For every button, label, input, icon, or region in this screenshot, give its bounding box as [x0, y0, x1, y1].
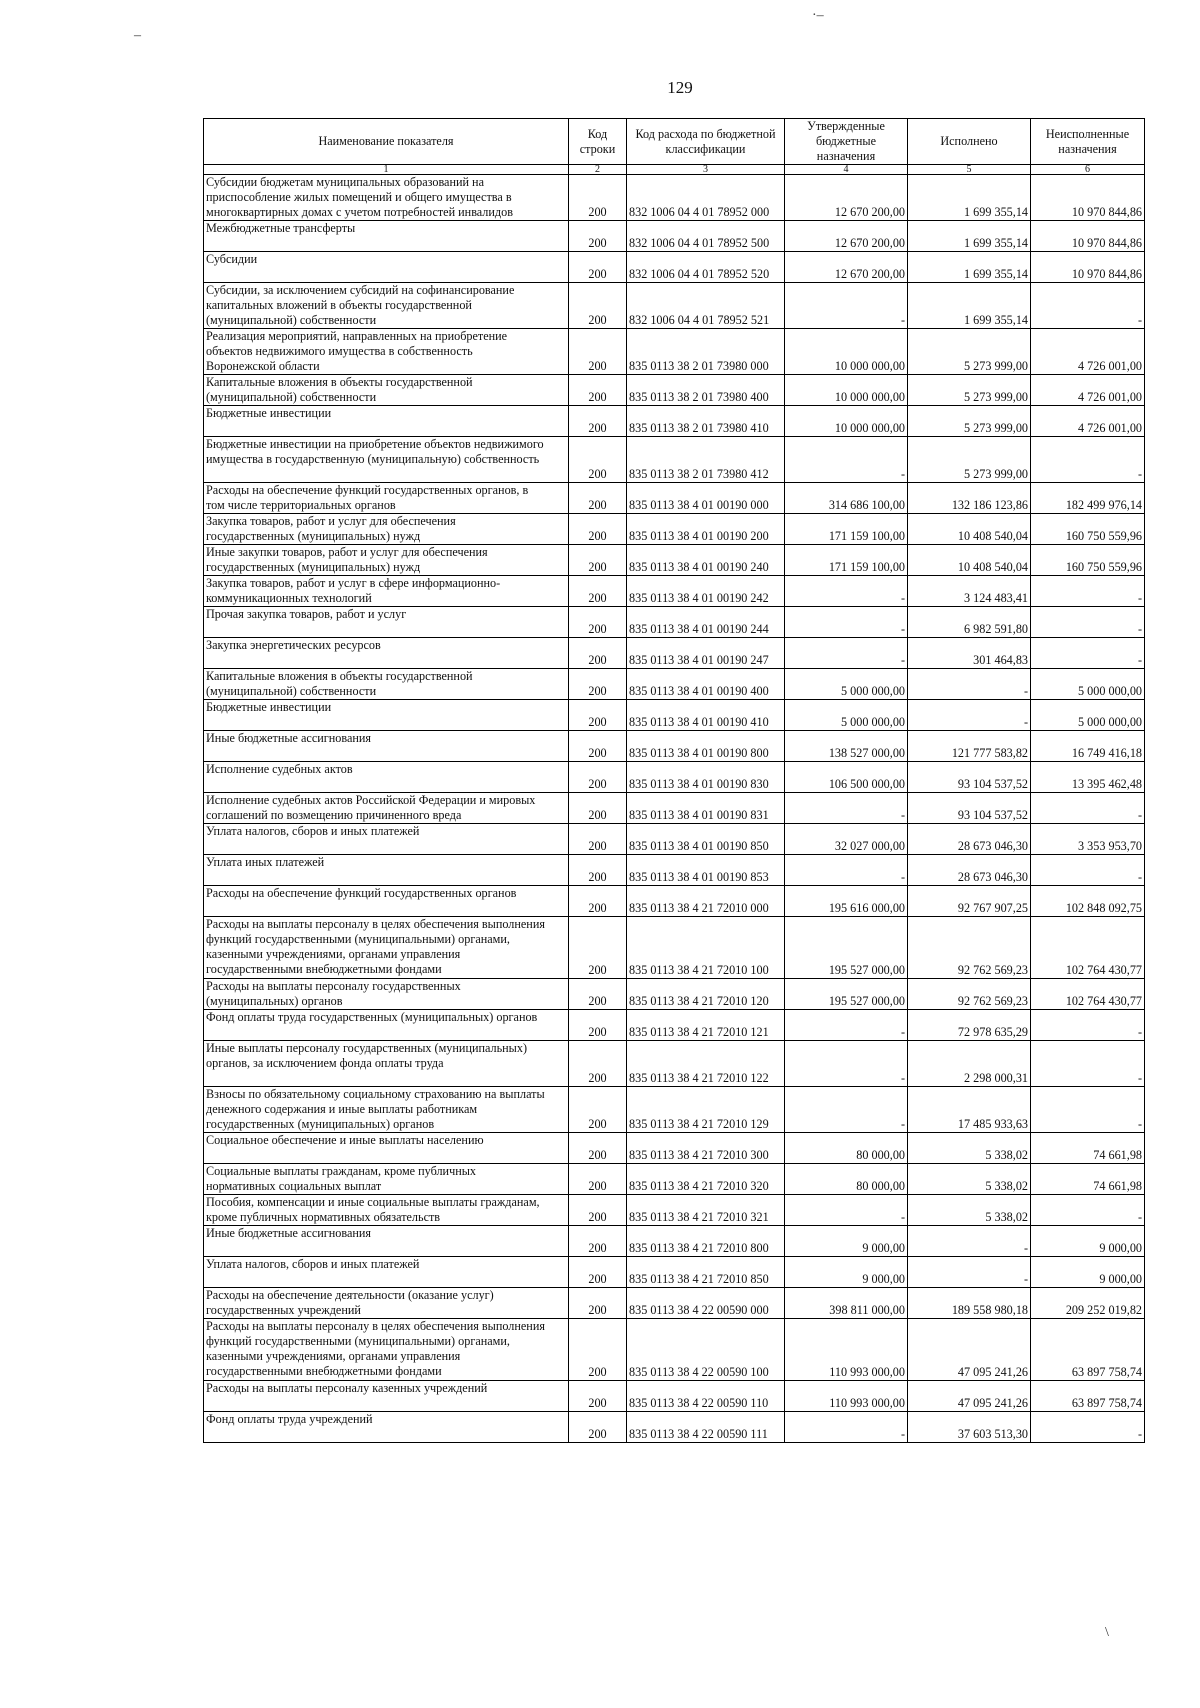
row-unexecuted: 5 000 000,00 [1031, 700, 1145, 731]
row-unexecuted: 102 848 092,75 [1031, 886, 1145, 917]
row-executed: 5 273 999,00 [908, 375, 1031, 406]
table-header [204, 119, 1145, 175]
row-line-code: 200 [569, 1087, 627, 1133]
row-unexecuted: - [1031, 855, 1145, 886]
row-line-code: 200 [569, 824, 627, 855]
row-approved: - [785, 576, 908, 607]
row-unexecuted: 102 764 430,77 [1031, 917, 1145, 979]
row-approved: 10 000 000,00 [785, 375, 908, 406]
row-approved: 110 993 000,00 [785, 1319, 908, 1381]
row-name: Фонд оплаты труда учреждений [204, 1412, 569, 1443]
row-unexecuted: 74 661,98 [1031, 1133, 1145, 1164]
row-unexecuted: - [1031, 607, 1145, 638]
row-line-code: 200 [569, 545, 627, 576]
row-unexecuted: - [1031, 1412, 1145, 1443]
row-budget-code: 835 0113 38 4 01 00190 000 [627, 483, 785, 514]
row-line-code: 200 [569, 252, 627, 283]
row-line-code: 200 [569, 514, 627, 545]
row-line-code: 200 [569, 1041, 627, 1087]
row-budget-code: 835 0113 38 4 22 00590 111 [627, 1412, 785, 1443]
row-approved: - [785, 607, 908, 638]
row-line-code: 200 [569, 483, 627, 514]
row-approved: - [785, 283, 908, 329]
row-name: Субсидии бюджетам муниципальных образований на приспособление жилых помещений и общего имущества в многоквартирных домах с учетом потребностей инвалидов [204, 175, 569, 221]
row-line-code: 200 [569, 329, 627, 375]
row-approved: 195 527 000,00 [785, 917, 908, 979]
row-approved: 106 500 000,00 [785, 762, 908, 793]
row-line-code: 200 [569, 1288, 627, 1319]
row-name: Расходы на выплаты персоналу в целях обеспечения выполнения функций государственными (муниципальными) органами, казенными учреждениями, органами управления государственными внебюджетными фондами [204, 917, 569, 979]
row-budget-code: 835 0113 38 4 21 72010 000 [627, 886, 785, 917]
row-approved: 12 670 200,00 [785, 175, 908, 221]
row-unexecuted: 209 252 019,82 [1031, 1288, 1145, 1319]
column-number: 6 [1031, 165, 1145, 175]
table-row [204, 1133, 1145, 1164]
table-row [204, 545, 1145, 576]
table-row [204, 175, 1145, 221]
row-executed: - [908, 700, 1031, 731]
row-name: Субсидии, за исключением субсидий на софинансирование капитальных вложений в объекты государственной (муниципальной) собственности [204, 283, 569, 329]
row-executed: 301 464,83 [908, 638, 1031, 669]
row-line-code: 200 [569, 175, 627, 221]
row-name: Закупка товаров, работ и услуг в сфере информационно- коммуникационных технологий [204, 576, 569, 607]
row-approved: 9 000,00 [785, 1257, 908, 1288]
row-executed: 28 673 046,30 [908, 824, 1031, 855]
row-name: Уплата иных платежей [204, 855, 569, 886]
row-budget-code: 835 0113 38 4 21 72010 100 [627, 917, 785, 979]
row-name: Закупка товаров, работ и услуг для обеспечения государственных (муниципальных) нужд [204, 514, 569, 545]
row-approved: 110 993 000,00 [785, 1381, 908, 1412]
table-row [204, 1288, 1145, 1319]
table-row [204, 886, 1145, 917]
table-row [204, 437, 1145, 483]
row-line-code: 200 [569, 886, 627, 917]
table-row [204, 283, 1145, 329]
row-name: Закупка энергетических ресурсов [204, 638, 569, 669]
row-budget-code: 835 0113 38 4 01 00190 247 [627, 638, 785, 669]
row-budget-code: 835 0113 38 4 01 00190 800 [627, 731, 785, 762]
row-unexecuted: 182 499 976,14 [1031, 483, 1145, 514]
row-budget-code: 835 0113 38 4 22 00590 000 [627, 1288, 785, 1319]
row-executed: 47 095 241,26 [908, 1319, 1031, 1381]
row-unexecuted: - [1031, 638, 1145, 669]
row-budget-code: 835 0113 38 2 01 73980 400 [627, 375, 785, 406]
row-name: Межбюджетные трансферты [204, 221, 569, 252]
row-executed: 37 603 513,30 [908, 1412, 1031, 1443]
table-row [204, 221, 1145, 252]
row-budget-code: 835 0113 38 4 01 00190 850 [627, 824, 785, 855]
row-unexecuted: 5 000 000,00 [1031, 669, 1145, 700]
row-executed: 72 978 635,29 [908, 1010, 1031, 1041]
row-name: Социальные выплаты гражданам, кроме публичных нормативных социальных выплат [204, 1164, 569, 1195]
table-row [204, 1195, 1145, 1226]
header-budget-code: Код расхода по бюджетной классификации [627, 119, 785, 165]
row-line-code: 200 [569, 917, 627, 979]
row-approved: 171 159 100,00 [785, 514, 908, 545]
row-unexecuted: 63 897 758,74 [1031, 1319, 1145, 1381]
row-budget-code: 835 0113 38 4 01 00190 831 [627, 793, 785, 824]
row-executed: 93 104 537,52 [908, 762, 1031, 793]
table-row [204, 824, 1145, 855]
table-row [204, 375, 1145, 406]
table-row [204, 1087, 1145, 1133]
row-budget-code: 835 0113 38 4 01 00190 853 [627, 855, 785, 886]
table-row [204, 1164, 1145, 1195]
row-unexecuted: 10 970 844,86 [1031, 252, 1145, 283]
row-budget-code: 835 0113 38 4 21 72010 129 [627, 1087, 785, 1133]
table-row [204, 483, 1145, 514]
row-name: Иные бюджетные ассигнования [204, 1226, 569, 1257]
row-unexecuted: 13 395 462,48 [1031, 762, 1145, 793]
row-line-code: 200 [569, 437, 627, 483]
row-name: Расходы на выплаты персоналу государственных (муниципальных) органов [204, 979, 569, 1010]
row-approved: 314 686 100,00 [785, 483, 908, 514]
row-executed: 1 699 355,14 [908, 252, 1031, 283]
row-approved: 9 000,00 [785, 1226, 908, 1257]
row-executed: 5 273 999,00 [908, 406, 1031, 437]
row-unexecuted: 9 000,00 [1031, 1226, 1145, 1257]
row-approved: 80 000,00 [785, 1133, 908, 1164]
row-line-code: 200 [569, 1164, 627, 1195]
row-name: Реализация мероприятий, направленных на приобретение объектов недвижимого имущества в собственность Воронежской области [204, 329, 569, 375]
stray-mark-dot: ·– [812, 8, 824, 23]
row-executed: 5 338,02 [908, 1164, 1031, 1195]
row-unexecuted: 9 000,00 [1031, 1257, 1145, 1288]
budget-execution-table [203, 118, 1145, 1443]
row-unexecuted: 4 726 001,00 [1031, 375, 1145, 406]
table-body [204, 175, 1145, 1443]
row-unexecuted: 102 764 430,77 [1031, 979, 1145, 1010]
table-row [204, 979, 1145, 1010]
row-executed: 5 338,02 [908, 1195, 1031, 1226]
table-row [204, 917, 1145, 979]
row-line-code: 200 [569, 283, 627, 329]
row-name: Расходы на обеспечение функций государственных органов, в том числе территориальных органов [204, 483, 569, 514]
table-row [204, 607, 1145, 638]
row-executed: 10 408 540,04 [908, 514, 1031, 545]
row-unexecuted: - [1031, 1041, 1145, 1087]
row-name: Социальное обеспечение и иные выплаты населению [204, 1133, 569, 1164]
row-name: Бюджетные инвестиции [204, 406, 569, 437]
table-row [204, 1412, 1145, 1443]
table-row [204, 329, 1145, 375]
row-unexecuted: 160 750 559,96 [1031, 514, 1145, 545]
row-approved: 32 027 000,00 [785, 824, 908, 855]
row-name: Уплата налогов, сборов и иных платежей [204, 1257, 569, 1288]
header-approved: Утвержденные бюджетные назначения [785, 119, 908, 165]
row-name: Исполнение судебных актов [204, 762, 569, 793]
row-executed: 1 699 355,14 [908, 175, 1031, 221]
row-budget-code: 832 1006 04 4 01 78952 520 [627, 252, 785, 283]
row-name: Пособия, компенсации и иные социальные выплаты гражданам, кроме публичных нормативных обязательств [204, 1195, 569, 1226]
row-unexecuted: 160 750 559,96 [1031, 545, 1145, 576]
row-budget-code: 835 0113 38 4 21 72010 121 [627, 1010, 785, 1041]
row-approved: - [785, 1010, 908, 1041]
row-budget-code: 835 0113 38 4 01 00190 240 [627, 545, 785, 576]
row-executed: - [908, 1257, 1031, 1288]
row-approved: 10 000 000,00 [785, 406, 908, 437]
row-line-code: 200 [569, 406, 627, 437]
row-approved: 10 000 000,00 [785, 329, 908, 375]
row-name: Взносы по обязательному социальному страхованию на выплаты денежного содержания и иные выплаты работникам государственных (муниципальных) органов [204, 1087, 569, 1133]
row-budget-code: 832 1006 04 4 01 78952 500 [627, 221, 785, 252]
row-budget-code: 832 1006 04 4 01 78952 521 [627, 283, 785, 329]
row-unexecuted: 10 970 844,86 [1031, 221, 1145, 252]
row-executed: 5 273 999,00 [908, 437, 1031, 483]
row-line-code: 200 [569, 1195, 627, 1226]
row-executed: 1 699 355,14 [908, 221, 1031, 252]
row-budget-code: 835 0113 38 2 01 73980 412 [627, 437, 785, 483]
column-number: 2 [569, 165, 627, 175]
row-line-code: 200 [569, 375, 627, 406]
row-line-code: 200 [569, 221, 627, 252]
row-budget-code: 835 0113 38 4 21 72010 320 [627, 1164, 785, 1195]
row-executed: 92 762 569,23 [908, 917, 1031, 979]
row-approved: 195 527 000,00 [785, 979, 908, 1010]
row-approved: 171 159 100,00 [785, 545, 908, 576]
row-executed: 6 982 591,80 [908, 607, 1031, 638]
header-line-code: Код строки [569, 119, 627, 165]
table-row [204, 669, 1145, 700]
column-number: 4 [785, 165, 908, 175]
row-unexecuted: - [1031, 283, 1145, 329]
row-executed: 92 762 569,23 [908, 979, 1031, 1010]
table-row [204, 793, 1145, 824]
row-line-code: 200 [569, 638, 627, 669]
row-approved: - [785, 1041, 908, 1087]
row-approved: 80 000,00 [785, 1164, 908, 1195]
row-executed: 2 298 000,31 [908, 1041, 1031, 1087]
row-approved: 138 527 000,00 [785, 731, 908, 762]
row-unexecuted: 74 661,98 [1031, 1164, 1145, 1195]
row-line-code: 200 [569, 607, 627, 638]
row-executed: 5 338,02 [908, 1133, 1031, 1164]
row-budget-code: 832 1006 04 4 01 78952 000 [627, 175, 785, 221]
row-approved: 398 811 000,00 [785, 1288, 908, 1319]
row-budget-code: 835 0113 38 4 21 72010 321 [627, 1195, 785, 1226]
row-unexecuted: 3 353 953,70 [1031, 824, 1145, 855]
table-row [204, 514, 1145, 545]
row-line-code: 200 [569, 979, 627, 1010]
row-name: Иные выплаты персоналу государственных (муниципальных) органов, за исключением фонда оплаты труда [204, 1041, 569, 1087]
row-unexecuted: 4 726 001,00 [1031, 329, 1145, 375]
row-executed: 28 673 046,30 [908, 855, 1031, 886]
row-name: Бюджетные инвестиции [204, 700, 569, 731]
column-number: 1 [204, 165, 569, 175]
row-executed: 17 485 933,63 [908, 1087, 1031, 1133]
header-executed: Исполнено [908, 119, 1031, 165]
row-executed: - [908, 1226, 1031, 1257]
row-unexecuted: 63 897 758,74 [1031, 1381, 1145, 1412]
row-unexecuted: - [1031, 793, 1145, 824]
row-name: Расходы на выплаты персоналу казенных учреждений [204, 1381, 569, 1412]
row-name: Бюджетные инвестиции на приобретение объектов недвижимого имущества в государственную (муниципальную) собственность [204, 437, 569, 483]
row-budget-code: 835 0113 38 4 21 72010 300 [627, 1133, 785, 1164]
table-row [204, 1257, 1145, 1288]
row-executed: - [908, 669, 1031, 700]
row-unexecuted: - [1031, 1195, 1145, 1226]
header-indicator-name: Наименование показателя [204, 119, 569, 165]
row-budget-code: 835 0113 38 4 01 00190 410 [627, 700, 785, 731]
row-line-code: 200 [569, 669, 627, 700]
row-executed: 47 095 241,26 [908, 1381, 1031, 1412]
table-row [204, 1226, 1145, 1257]
table-row [204, 762, 1145, 793]
table-row [204, 731, 1145, 762]
row-name: Расходы на обеспечение деятельности (оказание услуг) государственных учреждений [204, 1288, 569, 1319]
row-line-code: 200 [569, 855, 627, 886]
row-name: Иные закупки товаров, работ и услуг для обеспечения государственных (муниципальных) нужд [204, 545, 569, 576]
row-budget-code: 835 0113 38 4 21 72010 800 [627, 1226, 785, 1257]
row-line-code: 200 [569, 576, 627, 607]
row-unexecuted: 10 970 844,86 [1031, 175, 1145, 221]
row-approved: 12 670 200,00 [785, 252, 908, 283]
row-approved: - [785, 793, 908, 824]
row-budget-code: 835 0113 38 4 22 00590 100 [627, 1319, 785, 1381]
row-name: Расходы на обеспечение функций государственных органов [204, 886, 569, 917]
header-unexecuted: Неисполненные назначения [1031, 119, 1145, 165]
row-line-code: 200 [569, 1257, 627, 1288]
row-unexecuted: 16 749 416,18 [1031, 731, 1145, 762]
row-name: Капитальные вложения в объекты государственной (муниципальной) собственности [204, 375, 569, 406]
row-budget-code: 835 0113 38 4 01 00190 200 [627, 514, 785, 545]
row-approved: 12 670 200,00 [785, 221, 908, 252]
row-name: Исполнение судебных актов Российской Федерации и мировых соглашений по возмещению причиненного вреда [204, 793, 569, 824]
table-row [204, 576, 1145, 607]
row-line-code: 200 [569, 1226, 627, 1257]
row-approved: - [785, 855, 908, 886]
row-approved: - [785, 1087, 908, 1133]
row-approved: 5 000 000,00 [785, 700, 908, 731]
stray-mark-slash: \ [1105, 1625, 1109, 1640]
row-approved: - [785, 1412, 908, 1443]
row-budget-code: 835 0113 38 4 01 00190 400 [627, 669, 785, 700]
table-row [204, 1010, 1145, 1041]
row-budget-code: 835 0113 38 4 01 00190 244 [627, 607, 785, 638]
table-row [204, 638, 1145, 669]
row-executed: 189 558 980,18 [908, 1288, 1031, 1319]
row-line-code: 200 [569, 1412, 627, 1443]
row-executed: 121 777 583,82 [908, 731, 1031, 762]
table-row [204, 252, 1145, 283]
table-row [204, 406, 1145, 437]
row-line-code: 200 [569, 1133, 627, 1164]
table-row [204, 855, 1145, 886]
row-line-code: 200 [569, 1381, 627, 1412]
row-executed: 10 408 540,04 [908, 545, 1031, 576]
row-line-code: 200 [569, 1010, 627, 1041]
row-executed: 5 273 999,00 [908, 329, 1031, 375]
row-budget-code: 835 0113 38 4 01 00190 242 [627, 576, 785, 607]
row-executed: 93 104 537,52 [908, 793, 1031, 824]
row-executed: 132 186 123,86 [908, 483, 1031, 514]
stray-mark-dash: – [134, 28, 141, 43]
row-line-code: 200 [569, 731, 627, 762]
table-row [204, 1041, 1145, 1087]
row-approved: 195 616 000,00 [785, 886, 908, 917]
row-executed: 1 699 355,14 [908, 283, 1031, 329]
column-number: 5 [908, 165, 1031, 175]
row-budget-code: 835 0113 38 2 01 73980 000 [627, 329, 785, 375]
table-row [204, 1319, 1145, 1381]
row-executed: 3 124 483,41 [908, 576, 1031, 607]
row-budget-code: 835 0113 38 4 22 00590 110 [627, 1381, 785, 1412]
row-name: Субсидии [204, 252, 569, 283]
row-line-code: 200 [569, 762, 627, 793]
row-budget-code: 835 0113 38 4 01 00190 830 [627, 762, 785, 793]
row-approved: - [785, 1195, 908, 1226]
row-line-code: 200 [569, 793, 627, 824]
row-unexecuted: - [1031, 1087, 1145, 1133]
row-budget-code: 835 0113 38 4 21 72010 122 [627, 1041, 785, 1087]
page-number: 129 [667, 78, 693, 97]
row-name: Уплата налогов, сборов и иных платежей [204, 824, 569, 855]
row-budget-code: 835 0113 38 2 01 73980 410 [627, 406, 785, 437]
table-row [204, 700, 1145, 731]
row-line-code: 200 [569, 1319, 627, 1381]
row-line-code: 200 [569, 700, 627, 731]
row-approved: - [785, 437, 908, 483]
row-name: Прочая закупка товаров, работ и услуг [204, 607, 569, 638]
row-unexecuted: - [1031, 437, 1145, 483]
row-name: Иные бюджетные ассигнования [204, 731, 569, 762]
row-name: Расходы на выплаты персоналу в целях обеспечения выполнения функций государственными (муниципальными) органами, казенными учреждениями, органами управления государственными внебюджетными фондами [204, 1319, 569, 1381]
row-budget-code: 835 0113 38 4 21 72010 120 [627, 979, 785, 1010]
row-name: Фонд оплаты труда государственных (муниципальных) органов [204, 1010, 569, 1041]
row-unexecuted: 4 726 001,00 [1031, 406, 1145, 437]
column-number: 3 [627, 165, 785, 175]
row-approved: 5 000 000,00 [785, 669, 908, 700]
row-executed: 92 767 907,25 [908, 886, 1031, 917]
row-unexecuted: - [1031, 1010, 1145, 1041]
row-unexecuted: - [1031, 576, 1145, 607]
row-budget-code: 835 0113 38 4 21 72010 850 [627, 1257, 785, 1288]
table-row [204, 1381, 1145, 1412]
row-approved: - [785, 638, 908, 669]
row-name: Капитальные вложения в объекты государственной (муниципальной) собственности [204, 669, 569, 700]
